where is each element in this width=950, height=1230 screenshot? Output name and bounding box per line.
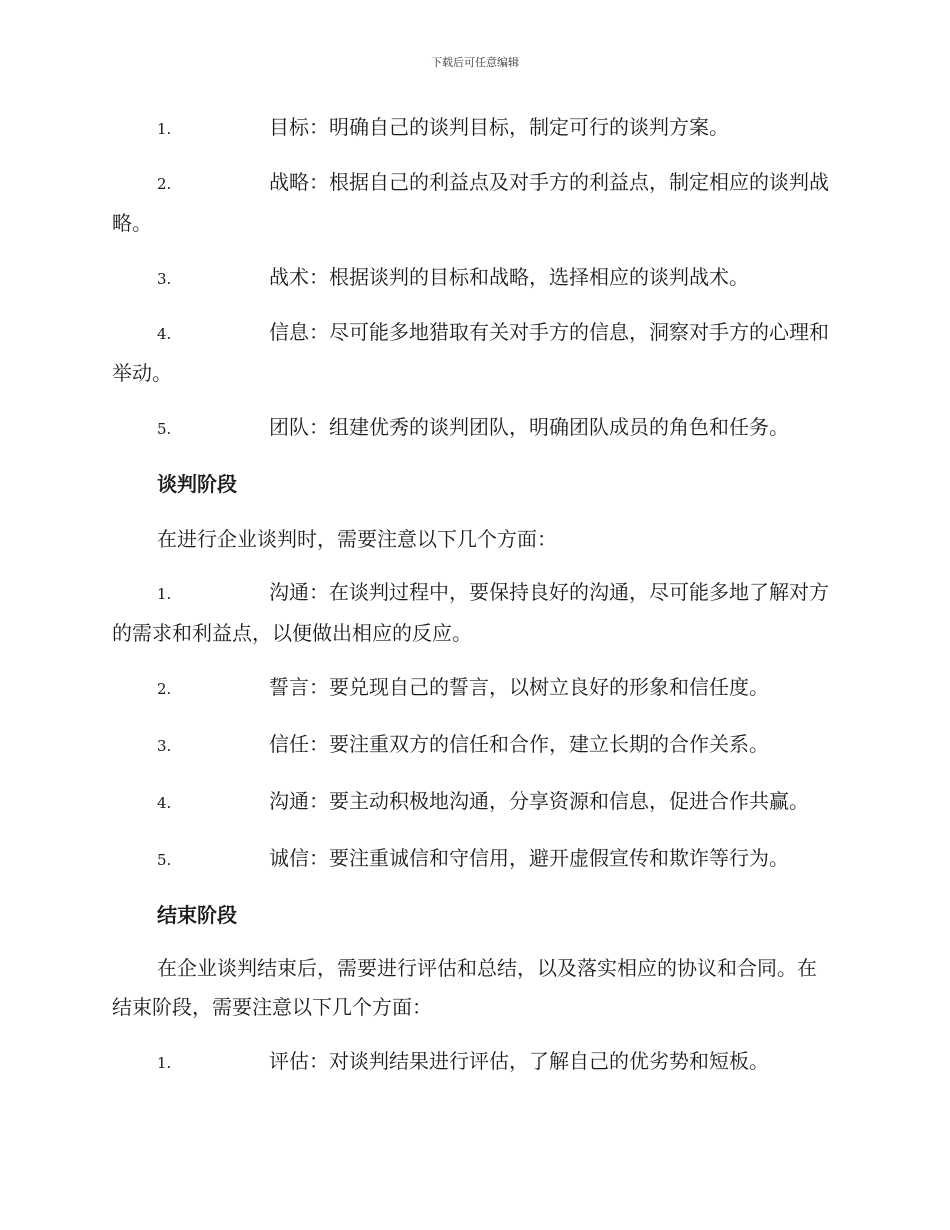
section-heading-negotiation: 谈判阶段 (157, 472, 237, 496)
list-text: 诚信：要注重诚信和守信用，避开虚假宣传和欺诈等行为。 (269, 846, 789, 870)
list-item (112, 666, 832, 710)
list-item (112, 1040, 832, 1084)
list-item (112, 780, 832, 824)
section-intro: 在企业谈判结束后，需要进行评估和总结，以及落实相应的协议和合同。在结束阶段，需要注意以下几个方面： (112, 956, 817, 1019)
section-heading-closing: 结束阶段 (157, 903, 237, 927)
list-item (112, 256, 832, 300)
list-number: 4. (157, 325, 172, 343)
list-number: 5. (157, 851, 172, 869)
list-number: 2. (157, 680, 172, 698)
document-body (112, 106, 832, 1097)
list-item (112, 723, 832, 767)
list-number: 3. (157, 737, 172, 755)
list-text: 沟通：在谈判过程中，要保持良好的沟通，尽可能多地了解对方的需求和利益点，以便做出相应的反应。 (112, 580, 829, 645)
list-number: 1. (157, 1054, 172, 1072)
list-item (112, 406, 832, 450)
list-item (112, 837, 832, 881)
list-text: 目标：明确自己的谈判目标，制定可行的谈判方案。 (269, 115, 729, 139)
list-number: 2. (157, 175, 172, 193)
list-text: 沟通：要主动积极地沟通，分享资源和信息，促进合作共赢。 (269, 789, 809, 813)
list-text: 评估：对谈判结果进行评估，了解自己的优劣势和短板。 (269, 1049, 769, 1073)
list-number: 5. (157, 420, 172, 438)
list-item (112, 163, 832, 243)
list-number: 4. (157, 794, 172, 812)
list-text: 战术：根据谈判的目标和战略，选择相应的谈判战术。 (269, 265, 749, 289)
list-text: 信息：尽可能多地猎取有关对手方的信息，洞察对手方的心理和举动。 (112, 320, 829, 385)
list-text: 誓言：要兑现自己的誓言，以树立良好的形象和信任度。 (269, 675, 769, 699)
list-number: 1. (157, 120, 172, 138)
list-text: 信任：要注重双方的信任和合作，建立长期的合作关系。 (269, 732, 769, 756)
page-header: 下载后可任意编辑 (431, 56, 519, 69)
list-number: 1. (157, 585, 172, 603)
list-item (112, 313, 832, 393)
list-item (112, 573, 832, 653)
list-number: 3. (157, 270, 172, 288)
list-text: 团队：组建优秀的谈判团队，明确团队成员的角色和任务。 (269, 415, 789, 439)
list-item (112, 106, 832, 150)
list-text: 战略：根据自己的利益点及对手方的利益点，制定相应的谈判战略。 (112, 170, 829, 235)
section-intro: 在进行企业谈判时，需要注意以下几个方面： (157, 527, 557, 551)
